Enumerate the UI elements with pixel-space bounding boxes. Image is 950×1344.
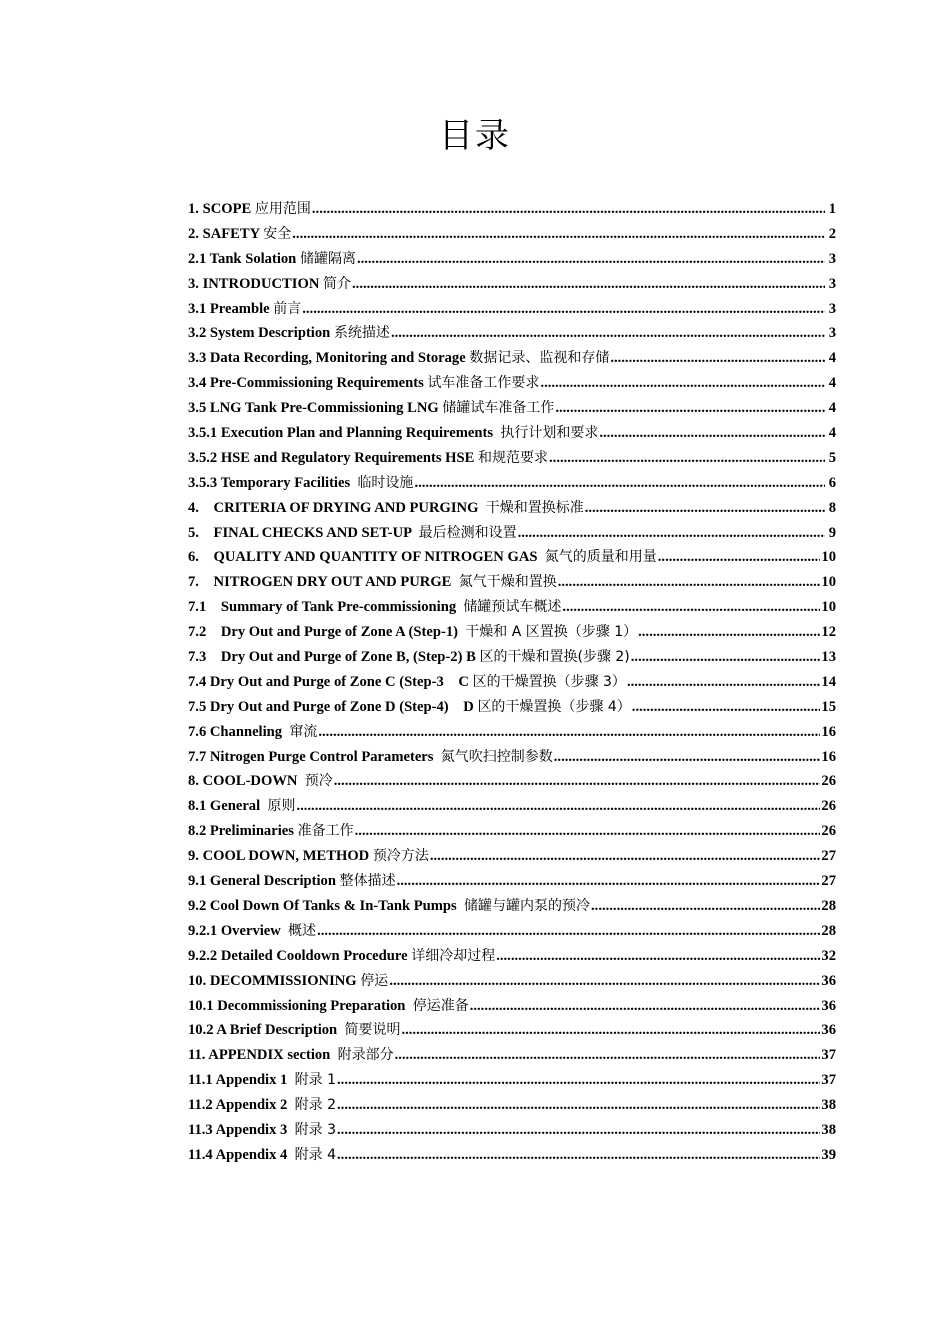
toc-entry-label: [188, 870, 396, 890]
toc-entry-title-cn: 简要说明: [344, 1022, 401, 1039]
toc-entry-title-cn: 窜流: [289, 723, 318, 740]
toc-dot-leader: [562, 599, 820, 616]
toc-entry-title-en: 3.1 Preamble: [188, 300, 274, 317]
toc-entry-label: [188, 746, 553, 766]
toc-entry-label: [188, 422, 598, 442]
toc-entry-title-cn: 储罐试车准备工作: [442, 400, 555, 417]
toc-entry-title-en: 3.5.2 HSE and Regulatory Requirements HSE: [188, 449, 479, 466]
toc-dot-leader: [352, 276, 825, 293]
toc-entry[interactable]: [188, 571, 836, 596]
toc-entry-label: [188, 322, 390, 342]
toc-entry-title-en: 11.4 Appendix 4: [188, 1146, 295, 1163]
toc-entry-title-en: 7. NITROGEN DRY OUT AND PURGE: [188, 574, 459, 591]
toc-entry-title-en: 1. SCOPE: [188, 201, 255, 217]
toc-dot-leader: [585, 500, 825, 517]
toc-entry-label: [188, 198, 311, 218]
toc-entry-label: [188, 920, 316, 940]
toc-entry-label: [188, 1044, 394, 1064]
toc-page-number: 37: [821, 1047, 836, 1064]
toc-entry-title-cn: 氮气干燥和置换: [458, 574, 557, 591]
toc-entry-title-cn: 概述: [288, 922, 317, 939]
toc-dot-leader: [632, 699, 821, 716]
toc-dot-leader: [599, 425, 825, 442]
toc-entry-label: [188, 596, 561, 616]
toc-entry-label: [188, 522, 517, 542]
toc-page-number: 37: [821, 1072, 836, 1089]
toc-entry-label: [188, 945, 495, 965]
toc-entry-title-cn: 氮气的质量和用量: [544, 549, 657, 566]
toc-entry-title-cn: 和规范要求: [478, 449, 549, 466]
toc-entry-title-cn: 区的干燥和置换(步骤 2): [479, 649, 630, 666]
toc-entry-label: [188, 1069, 336, 1089]
toc-entry-title-cn: 区的干燥置换（步骤 4）: [477, 698, 631, 715]
toc-dot-leader: [555, 400, 825, 417]
toc-dot-leader: [414, 475, 825, 492]
toc-page-number: 5: [828, 449, 836, 466]
toc-page-number: 10: [821, 599, 836, 616]
toc-dot-leader: [337, 1122, 820, 1139]
toc-entry[interactable]: [188, 1044, 836, 1069]
toc-page-number: 36: [821, 972, 836, 989]
toc-entry-title-en: 11.2 Appendix 2: [188, 1097, 295, 1114]
toc-page-number: 28: [821, 922, 836, 939]
toc-entry-label: [188, 273, 351, 293]
toc-entry-title-en: 8.2 Preliminaries: [188, 823, 298, 840]
toc-entry-title-en: 5. FINAL CHECKS AND SET-UP: [188, 524, 419, 541]
toc-dot-leader: [638, 624, 820, 641]
toc-page-number: 4: [828, 375, 836, 392]
toc-entry[interactable]: [188, 795, 836, 820]
toc-page-number: 26: [821, 773, 836, 790]
toc-page-number: 4: [828, 425, 836, 442]
toc-entry-title-en: 7.2 Dry Out and Purge of Zone A (Step-1): [188, 624, 466, 641]
toc-page-number: 36: [821, 1022, 836, 1039]
toc-entry-title-en: 2. SAFETY: [188, 225, 264, 242]
toc-entry-title-en: 7.1 Summary of Tank Pre-commissioning: [188, 599, 464, 616]
toc-entry[interactable]: [188, 497, 836, 522]
toc-page-number: 12: [821, 624, 836, 641]
toc-page-number: 26: [821, 823, 836, 840]
toc-entry-label: [188, 621, 637, 641]
toc-dot-leader: [292, 226, 825, 243]
toc-entry-label: [188, 472, 413, 492]
toc-entry-label: [188, 970, 388, 990]
toc-page-number: 3: [828, 250, 836, 267]
toc-entry-label: [188, 845, 429, 865]
toc-dot-leader: [496, 948, 820, 965]
toc-dot-leader: [391, 325, 825, 342]
toc-dot-leader: [337, 1097, 820, 1114]
toc-entry-label: [188, 223, 291, 243]
toc-page-number: 1: [828, 201, 836, 217]
toc-entry-title-en: 6. QUALITY AND QUANTITY OF NITROGEN GAS: [188, 549, 545, 566]
toc-entry-label: [188, 447, 548, 467]
toc-entry[interactable]: [188, 920, 836, 945]
toc-entry-label: [188, 347, 609, 367]
toc-entry-title-cn: 准备工作: [297, 823, 354, 840]
toc-entry-title-cn: 附录 1: [294, 1072, 337, 1089]
toc-entry-title-en: 11. APPENDIX section: [188, 1047, 338, 1064]
toc-page-number: 6: [828, 474, 836, 491]
toc-entry-title-cn: 干燥和置换标准: [485, 499, 584, 516]
toc-entry-title-cn: 试车准备工作要求: [427, 375, 540, 392]
toc-dot-leader: [540, 375, 825, 392]
toc-dot-leader: [518, 525, 825, 542]
toc-dot-leader: [317, 923, 820, 940]
toc-page-number: 3: [828, 325, 836, 342]
toc-entry[interactable]: [188, 895, 836, 920]
toc-entry-label: [188, 298, 301, 318]
toc-entry[interactable]: [188, 1019, 836, 1044]
toc-entry-title-en: 11.1 Appendix 1: [188, 1072, 295, 1089]
toc-entry-label: [188, 397, 554, 417]
toc-page-number: 4: [828, 350, 836, 367]
toc-entry-label: [188, 372, 539, 392]
toc-entry-label: [188, 770, 333, 790]
toc-entry-title-cn: 系统描述: [333, 325, 390, 342]
toc-entry-title-en: 9. COOL DOWN, METHOD: [188, 848, 373, 865]
toc-dot-leader: [389, 973, 820, 990]
page-title: 目录: [439, 116, 511, 156]
toc-entry-title-en: 10. DECOMMISSIONING: [188, 972, 361, 989]
toc-entry[interactable]: [188, 820, 836, 845]
toc-page-number: 8: [828, 499, 836, 516]
toc-entry[interactable]: [188, 447, 836, 472]
toc-dot-leader: [631, 649, 821, 666]
toc-entry-title-cn: 简介: [323, 275, 352, 292]
toc-page-number: 38: [821, 1097, 836, 1114]
toc-entry-title-cn: 附录 3: [294, 1121, 337, 1138]
toc-page-number: 32: [821, 947, 836, 964]
toc-entry[interactable]: [188, 322, 836, 347]
toc-page-number: 27: [821, 848, 836, 865]
toc-entry-title-cn: 预冷: [304, 773, 333, 790]
toc-page-number: 28: [821, 897, 836, 914]
toc-dot-leader: [395, 1047, 821, 1064]
toc-dot-leader: [430, 848, 821, 865]
toc-entry[interactable]: [188, 248, 836, 273]
toc-dot-leader: [558, 574, 821, 591]
toc-dot-leader: [334, 773, 821, 790]
toc-dot-leader: [591, 898, 820, 915]
toc-entry-title-cn: 氮气吹扫控制参数: [440, 748, 553, 765]
toc-dot-leader: [470, 998, 821, 1015]
toc-dot-leader: [296, 798, 820, 815]
toc-entry[interactable]: [188, 621, 836, 646]
toc-entry-title-en: 9.1 General Description: [188, 873, 340, 890]
toc-entry[interactable]: [188, 696, 836, 721]
toc-entry-title-cn: 预冷方法: [372, 848, 429, 865]
toc-entry[interactable]: [188, 522, 836, 547]
toc-entry[interactable]: [188, 298, 836, 323]
toc-entry-title-en: 7.6 Channeling: [188, 723, 290, 740]
toc-dot-leader: [355, 823, 821, 840]
toc-entry-title-en: 9.2 Cool Down Of Tanks & In-Tank Pumps: [188, 897, 465, 914]
toc-entry-title-en: 3.2 System Description: [188, 325, 334, 342]
toc-entry[interactable]: [188, 472, 836, 497]
toc-dot-leader: [318, 724, 820, 741]
toc-entry-title-cn: 详细冷却过程: [411, 947, 496, 964]
toc-entry-title-cn: 区的干燥置换（步骤 3）: [472, 673, 626, 690]
toc-entry-label: [188, 1094, 336, 1114]
toc-entry-label: [188, 646, 630, 666]
toc-entry[interactable]: [188, 995, 836, 1020]
toc-page-number: 26: [821, 798, 836, 815]
toc-entry-title-en: 11.3 Appendix 3: [188, 1121, 295, 1138]
toc-entry-title-cn: 储罐隔离: [299, 250, 356, 267]
toc-entry-title-cn: 原则: [267, 798, 296, 815]
toc-entry-label: [188, 1144, 336, 1164]
toc-entry-title-cn: 附录部分: [337, 1047, 394, 1064]
toc-entry-label: [188, 795, 295, 815]
toc-entry[interactable]: [188, 372, 836, 397]
toc-entry-title-en: 8.1 General: [188, 798, 268, 815]
toc-entry-label: [188, 1119, 336, 1139]
toc-entry[interactable]: [188, 397, 836, 422]
toc-entry[interactable]: [188, 671, 836, 696]
toc-entry[interactable]: [188, 347, 836, 372]
toc-entry[interactable]: [188, 845, 836, 870]
toc-page-number: 3: [828, 275, 836, 292]
toc-page-number: 13: [821, 649, 836, 666]
toc-page-number: 3: [828, 300, 836, 317]
toc-dot-leader: [337, 1147, 820, 1164]
toc-entry-title-en: 3. INTRODUCTION: [188, 275, 324, 292]
toc-entry-label: [188, 895, 590, 915]
toc-entry-title-cn: 执行计划和要求: [500, 425, 599, 442]
toc-entry[interactable]: [188, 273, 836, 298]
toc-entry[interactable]: [188, 770, 836, 795]
toc-page-number: 10: [821, 574, 836, 591]
toc-entry-title-en: 7.4 Dry Out and Purge of Zone C (Step-3 C: [188, 673, 473, 690]
toc-page-number: 14: [821, 673, 836, 690]
toc-page-number: 10: [821, 549, 836, 566]
toc-entry-title-en: 2.1 Tank Solation: [188, 250, 300, 267]
toc-page-number: 38: [821, 1121, 836, 1138]
toc-entry-label: [188, 696, 631, 716]
toc-dot-leader: [554, 749, 821, 766]
toc-entry[interactable]: [188, 198, 836, 223]
toc-entry[interactable]: [188, 646, 836, 671]
toc-entry-title-en: 3.3 Data Recording, Monitoring and Storage: [188, 350, 470, 367]
toc-entry-title-cn: 干燥和 A 区置换（步骤 1）: [465, 624, 638, 641]
toc-dot-leader: [337, 1072, 820, 1089]
toc-entry[interactable]: [188, 1094, 836, 1119]
toc-entry-title-en: 3.5.3 Temporary Facilities: [188, 474, 358, 491]
toc-entry-label: [188, 995, 469, 1015]
toc-entry[interactable]: [188, 1069, 836, 1094]
toc-page-number: 27: [821, 873, 836, 890]
toc-entry-title-en: 3.5.1 Execution Plan and Planning Requirements: [188, 425, 501, 442]
toc-entry-title-cn: 整体描述: [339, 873, 396, 890]
toc-entry-title-cn: 停运: [360, 972, 389, 989]
toc-entry[interactable]: [188, 746, 836, 771]
toc-page-number: 36: [821, 997, 836, 1014]
toc-page-number: 39: [821, 1146, 836, 1163]
toc-entry[interactable]: [188, 546, 836, 571]
toc-entry-title-cn: 安全: [263, 225, 292, 242]
toc-entry-title-en: 4. CRITERIA OF DRYING AND PURGING: [188, 499, 486, 516]
toc-entry-title-en: 9.2.2 Detailed Cooldown Procedure: [188, 947, 412, 964]
toc-entry-title-en: 3.5 LNG Tank Pre-Commissioning LNG: [188, 400, 443, 417]
toc-entry[interactable]: [188, 422, 836, 447]
toc-page-number: 4: [828, 400, 836, 417]
toc-entry-title-cn: 应用范围: [254, 201, 311, 217]
toc-entry-title-en: 7.3 Dry Out and Purge of Zone B, (Step-2) B: [188, 649, 480, 666]
toc-dot-leader: [312, 201, 825, 218]
toc-dot-leader: [549, 450, 825, 467]
toc-entry[interactable]: [188, 870, 836, 895]
toc-entry-label: [188, 1019, 400, 1039]
toc-page-number: 9: [828, 524, 836, 541]
toc-entry-title-en: 8. COOL-DOWN: [188, 773, 305, 790]
toc-dot-leader: [397, 873, 821, 890]
toc-entry-label: [188, 546, 657, 566]
toc-entry-label: [188, 671, 626, 691]
toc-entry-title-cn: 附录 2: [294, 1097, 337, 1114]
toc-entry-title-en: 10.2 A Brief Description: [188, 1022, 345, 1039]
toc-entry[interactable]: [188, 596, 836, 621]
toc-entry[interactable]: [188, 223, 836, 248]
toc-entry-label: [188, 497, 584, 517]
toc-entry-title-en: 3.4 Pre-Commissioning Requirements: [188, 375, 428, 392]
toc-entry[interactable]: [188, 970, 836, 995]
toc-entry-label: [188, 571, 557, 591]
toc-entry-label: [188, 820, 354, 840]
toc-entry[interactable]: [188, 1144, 836, 1169]
toc-dot-leader: [658, 549, 821, 566]
toc-page-number: 2: [828, 225, 836, 242]
toc-entry-title-cn: 储罐与罐内泵的预冷: [464, 897, 591, 914]
toc-page-number: 16: [821, 748, 836, 765]
toc-entry[interactable]: [188, 721, 836, 746]
toc-page-number: 15: [821, 698, 836, 715]
toc-entry-title-cn: 前言: [273, 300, 302, 317]
toc-dot-leader: [357, 251, 825, 268]
toc-dot-leader: [627, 674, 820, 691]
toc-entry[interactable]: [188, 1119, 836, 1144]
toc-entry[interactable]: [188, 945, 836, 970]
toc-dot-leader: [302, 301, 825, 318]
toc-entry-title-en: 7.5 Dry Out and Purge of Zone D (Step-4) D: [188, 698, 478, 715]
toc-dot-leader: [610, 350, 825, 367]
toc-dot-leader: [401, 1022, 820, 1039]
toc-entry-title-en: 9.2.1 Overview: [188, 922, 289, 939]
toc-entry-title-cn: 临时设施: [357, 474, 414, 491]
toc-entry-title-cn: 数据记录、监视和存储: [469, 350, 610, 367]
toc-entry-title-cn: 停运准备: [412, 997, 469, 1014]
toc-entry-title-cn: 储罐预试车概述: [463, 599, 562, 616]
toc-entry-label: [188, 721, 317, 741]
toc-page-number: 16: [821, 723, 836, 740]
toc-entry-title-cn: 最后检测和设置: [418, 524, 517, 541]
toc-entry-title-en: 7.7 Nitrogen Purge Control Parameters: [188, 748, 441, 765]
toc-entry-title-cn: 附录 4: [294, 1146, 337, 1163]
table-of-contents: [188, 198, 836, 1169]
toc-entry-label: [188, 248, 356, 268]
toc-entry-title-en: 10.1 Decommissioning Preparation: [188, 997, 413, 1014]
